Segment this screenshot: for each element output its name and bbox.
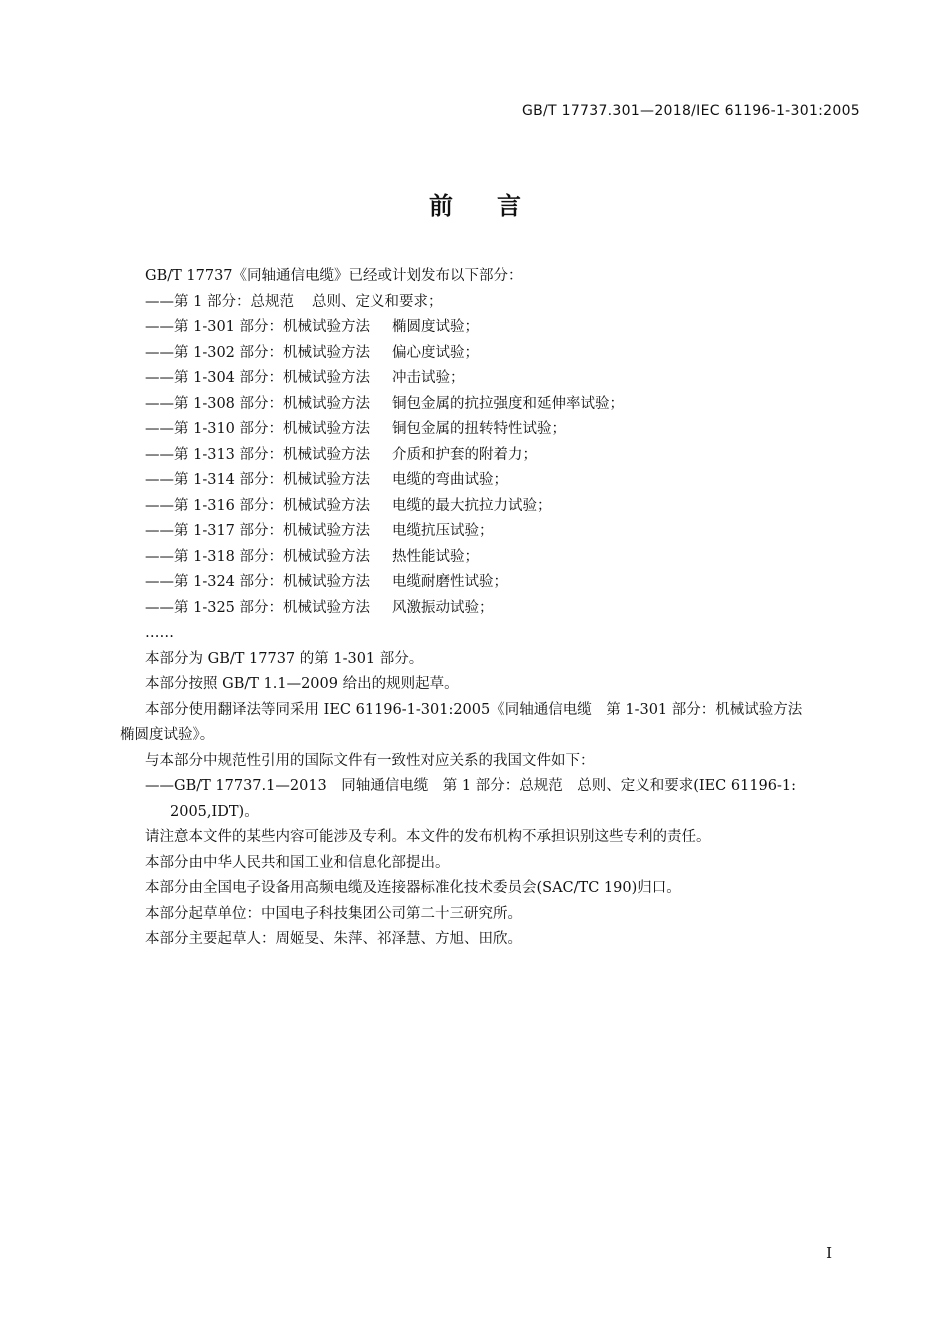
part-prefix: ——第 1-314 部分：机械试验方法	[145, 472, 371, 488]
drafting-organization: 本部分起草单位：中国电子科技集团公司第二十三研究所。	[145, 905, 522, 922]
part-topic: 电缆耐磨性试验；	[392, 574, 509, 590]
part-prefix: ——第 1-325 部分：机械试验方法	[145, 599, 371, 616]
list-item	[120, 290, 860, 316]
list-item	[120, 494, 860, 520]
drafting-rules-statement: 本部分按照 GB/T 1.1—2009 给出的规则起草。	[145, 676, 459, 692]
translation-statement-line2: 椭圆度试验》。	[120, 727, 215, 743]
translation-statement-line1: 本部分使用翻译法等同采用 IEC 61196-1-301:2005《同轴通信电缆 第 1-301 部分：机械试验方法	[145, 701, 803, 718]
proposed-by: 本部分由中华人民共和国工业和信息化部提出。	[145, 854, 450, 871]
part-topic: 电缆的最大抗拉力试验；	[392, 497, 552, 514]
part-prefix: ——第 1-304 部分：机械试验方法	[145, 370, 371, 386]
main-drafters: 本部分主要起草人：周姬旻、朱萍、祁泽慧、方旭、田欣。	[145, 931, 522, 947]
page-title: 前言	[429, 192, 565, 220]
part-topic: 冲击试验；	[392, 370, 465, 386]
part-topic: 电缆的弯曲试验；	[392, 472, 509, 488]
reference-statement: 与本部分中规范性引用的国际文件有一致性对应关系的我国文件如下：	[145, 752, 595, 769]
patent-notice: 请注意本文件的某些内容可能涉及专利。本文件的发布机构不承担识别这些专利的责任。	[145, 829, 711, 845]
part-prefix: ——第 1-313 部分：机械试验方法	[145, 446, 371, 463]
part-topic: 总则、定义和要求；	[311, 293, 443, 310]
list-item	[120, 468, 860, 494]
list-item	[120, 443, 860, 469]
part-topic: 风激振动试验；	[392, 599, 494, 616]
list-item	[120, 545, 860, 571]
foreword-content	[120, 264, 860, 953]
part-topic: 铜包金属的抗拉强度和延伸率试验；	[392, 395, 625, 412]
part-topic: 介质和护套的附着力；	[392, 446, 538, 463]
parts-list	[120, 290, 860, 647]
part-prefix: ——第 1-316 部分：机械试验方法	[145, 497, 371, 514]
part-prefix: ——第 1-324 部分：机械试验方法	[145, 574, 371, 590]
part-topic: 电缆抗压试验；	[392, 523, 494, 539]
centralized-by: 本部分由全国电子设备用高频电缆及连接器标准化技术委员会(SAC/TC 190)归口。	[145, 880, 681, 896]
part-prefix: ——第 1-317 部分：机械试验方法	[145, 523, 371, 539]
part-topic: 椭圆度试验；	[392, 319, 480, 335]
list-item	[120, 315, 860, 341]
part-statement: 本部分为 GB/T 17737 的第 1-301 部分。	[145, 650, 424, 667]
list-item	[120, 519, 860, 545]
standard-number-header: GB/T 17737.301—2018/IEC 61196-1-301:2005	[521, 103, 860, 119]
reference-item-line1: ——GB/T 17737.1—2013 同轴通信电缆 第 1 部分：总规范 总则、定义和要求(IEC 61196-1:	[145, 778, 797, 794]
page-number: I	[826, 1244, 832, 1262]
list-item	[120, 366, 860, 392]
part-prefix: ——第 1-318 部分：机械试验方法	[145, 548, 371, 565]
part-prefix: ——第 1-308 部分：机械试验方法	[145, 395, 371, 412]
part-prefix: ——第 1 部分：总规范	[145, 293, 294, 310]
list-item	[120, 341, 860, 367]
list-item	[120, 417, 860, 443]
reference-item-line2: 2005,IDT)。	[170, 803, 259, 820]
list-item	[120, 570, 860, 596]
part-prefix: ——第 1-302 部分：机械试验方法	[145, 344, 371, 361]
part-topic: 铜包金属的扭转特性试验；	[392, 421, 567, 437]
list-ellipsis: ……	[145, 625, 174, 641]
list-item	[120, 392, 860, 418]
list-item	[120, 596, 860, 622]
part-prefix: ——第 1-310 部分：机械试验方法	[145, 421, 371, 437]
part-prefix: ——第 1-301 部分：机械试验方法	[145, 319, 371, 335]
part-topic: 偏心度试验；	[392, 344, 480, 361]
part-topic: 热性能试验；	[392, 548, 480, 565]
intro-paragraph: GB/T 17737《同轴通信电缆》已经或计划发布以下部分：	[145, 268, 523, 284]
